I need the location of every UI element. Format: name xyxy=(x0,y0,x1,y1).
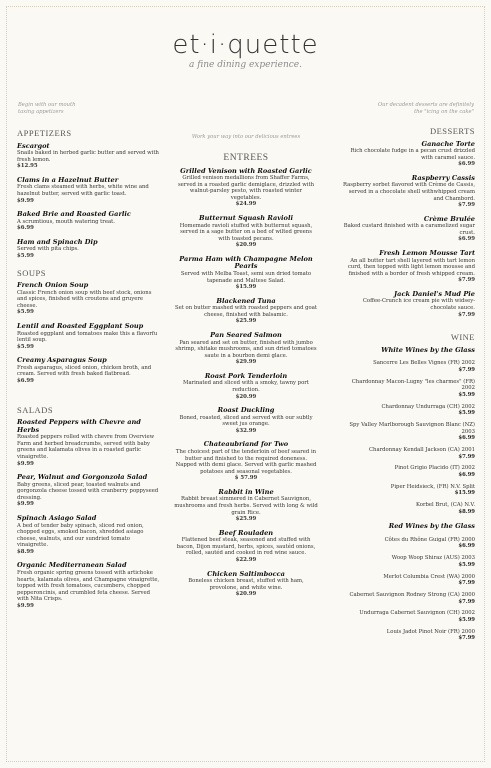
wine-name: Cabernet Sauvignon Rodney Strong (CA) 2000 xyxy=(349,591,475,598)
red-wines-list xyxy=(340,537,475,642)
item-description: Boneless chicken breast, stuffed with ham, provolone, and white wine. xyxy=(188,578,304,591)
menu-item xyxy=(17,323,160,350)
menu-item xyxy=(340,216,475,243)
item-description: Snails baked in herbed garlic butter and served with fresh lemon. xyxy=(17,150,159,163)
item-price: $25.99 xyxy=(235,516,257,523)
menu-item xyxy=(174,489,318,523)
wine-price: $6.99 xyxy=(458,435,475,442)
wine-item xyxy=(340,629,475,642)
wine-price: $6.99 xyxy=(458,543,475,550)
item-price: $20.99 xyxy=(235,393,257,400)
item-price: $24.99 xyxy=(235,201,257,208)
item-description: Baby greens, sliced pear, toasted walnuts and gorgonzola cheese tossed with cranberry poppyseed dressing. xyxy=(17,481,159,501)
item-name: Pear, Walnut and Gorgonzola Salad xyxy=(17,473,148,482)
item-description: Roasted eggplant and tomatoes make this a flavorfu lentil soup. xyxy=(17,330,158,344)
wine-name: Pinot Grigio Placido (IT) 2002 xyxy=(394,465,475,472)
menu-item xyxy=(340,175,475,209)
wine-item xyxy=(340,537,475,550)
item-price: $9.99 xyxy=(17,197,34,204)
menu-item xyxy=(174,298,318,325)
center-note: Work your way into our delicious entrees xyxy=(191,134,301,140)
item-description: Fresh clams steamed with herbs, white wine and hazelnut butter, served with garlic toast. xyxy=(17,184,149,197)
tagline: a fine dining experience. xyxy=(189,60,302,70)
item-name: Ham and Spinach Dip xyxy=(17,237,98,246)
item-description: Coffee-Crunch ice cream pie with widsey-chocolate sauce. xyxy=(362,298,475,311)
salads-heading: SALADS xyxy=(17,404,54,415)
item-name: Fresh Lemon Mousse Tart xyxy=(379,249,475,258)
item-name: Baked Brie and Roasted Garlic xyxy=(17,210,131,219)
item-price: $20.99 xyxy=(235,591,257,598)
menu-item xyxy=(174,407,318,434)
item-description: Grilled venison medallions from Shaffer Farms, served in a roasted garlic demiglace, drizzled with walnut-parsley pesto, with roasted winter vegetables. xyxy=(177,175,315,201)
menu-item xyxy=(174,571,318,598)
wine-price: $7.99 xyxy=(458,580,475,587)
wine-name: Chardonnay Undurraga (CH) 2002 xyxy=(381,403,475,410)
item-price: $7.99 xyxy=(458,311,475,318)
item-name: Spinach Asiago Salad xyxy=(17,514,97,522)
item-description: Fresh organic spring greens tossed with artichoke hearts, kalamata olives, and Champagne vinaigrette, topped with fresh tomatoes, cucumbers, chopped pepperoncinis, and crumbled feta cheese. Served with Nita Crisps. xyxy=(17,569,160,603)
item-price: $22.99 xyxy=(235,557,257,564)
menu-item xyxy=(17,562,160,609)
menu-item xyxy=(17,419,160,467)
appetizers-heading: APPETIZERS xyxy=(17,128,72,138)
entrees-heading: ENTREES xyxy=(223,153,269,163)
center-column xyxy=(174,155,318,605)
white-wines-list xyxy=(340,360,475,515)
appetizers-list xyxy=(17,143,160,260)
wine-item xyxy=(340,465,475,478)
menu-item xyxy=(340,250,475,284)
item-name: Pan Seared Salmon xyxy=(210,331,282,339)
menu-item xyxy=(340,141,475,168)
item-price: $20.99 xyxy=(235,242,257,249)
wine-name: Merlot Columbia Crest (WA) 2000 xyxy=(383,573,475,580)
menu-item xyxy=(174,215,318,249)
item-price: $5.99 xyxy=(17,343,34,350)
item-description: Homemade ravioli stuffed with butternut squash, served in a sage butter on a bed of wilted greens with toasted pecans. xyxy=(179,222,313,242)
item-name: Blackened Tuna xyxy=(216,296,276,305)
desserts-list xyxy=(340,141,475,319)
item-description: Set on butter mashed with roasted peppers and goat cheese, finished with balsamic. xyxy=(174,305,318,318)
item-price: $6.99 xyxy=(17,377,34,384)
wine-item xyxy=(340,502,475,515)
item-description: Raspberry sorbet flavored with Crème de Cassis, served in a chocolate shell withwhipped cream and Chambord. xyxy=(343,182,475,202)
wine-price: $5.99 xyxy=(458,410,475,417)
wine-price: $5.99 xyxy=(458,616,475,623)
wine-price: $7.99 xyxy=(458,598,475,605)
item-description: Fresh asparagus, sliced onion, chicken broth, and cream. Served with fresh baked flatbread. xyxy=(17,364,152,378)
item-description: A scrumtious, mouth watering treat. xyxy=(17,218,115,225)
white-wines-heading: White Wines by the Glass xyxy=(381,345,475,354)
item-name: Roast Pork Tenderloin xyxy=(204,371,288,380)
menu-item xyxy=(174,530,318,564)
wine-price: $8.99 xyxy=(458,508,475,515)
item-name: Raspberry Cassis xyxy=(411,173,475,182)
item-price: $5.99 xyxy=(17,309,34,316)
item-price: $ 57.99 xyxy=(234,475,258,482)
item-description: Pan seared and set on butter, finished with jumbo shrimp, shitake mushrooms, and sun dried tomatoes saute in a bourbon demi glace. xyxy=(175,339,317,359)
item-name: Jack Daniel's Mud Pie xyxy=(394,289,475,298)
right-note: Our decadent desserts are definitely the "icing on the cake" xyxy=(377,102,474,115)
item-price: $9.99 xyxy=(17,602,34,609)
wine-price: $5.99 xyxy=(458,391,475,398)
wine-name: Sancerre Les Belles Vignes (FR) 2002 xyxy=(373,360,475,367)
item-price: $7.99 xyxy=(458,277,475,284)
item-name: Parma Ham with Champagne Melon Pearls xyxy=(179,254,313,271)
item-name: Escargot xyxy=(17,141,50,150)
menu-item xyxy=(17,357,160,384)
item-description: Classic French onion soup with beef stock, onions and spices, finished with croutons and gruyere cheese. xyxy=(17,289,152,309)
menu-item xyxy=(174,373,318,400)
wine-item xyxy=(340,574,475,587)
item-price: $12.95 xyxy=(17,163,38,170)
left-note: Begin with our mouth taxing appetizers xyxy=(18,102,76,115)
menu-item xyxy=(174,332,318,366)
wine-price: $5.99 xyxy=(458,561,475,568)
item-price: $25.99 xyxy=(235,318,257,325)
wine-price: $6.99 xyxy=(458,471,475,478)
item-price: $5.99 xyxy=(17,252,34,259)
item-description: Flattened beef steak, seasoned and stuffed with bacon, Dijon mustard, herbs, spices, sautéd onions, rolled, sautéd and cooked in red wine sauce. xyxy=(176,537,316,557)
wine-item xyxy=(340,422,475,442)
item-description: Served with pita chips. xyxy=(17,246,79,253)
entrees-list xyxy=(174,168,318,598)
wine-heading: WINE xyxy=(450,332,475,343)
item-name: Beef Rouladen xyxy=(218,528,274,537)
wine-name: Piper Heidsieck, (FR) N.V. Split xyxy=(390,483,475,490)
wine-price: $7.99 xyxy=(458,635,475,642)
item-description: Roasted peppers rolled with chevre from Overview Farm and herbed breadcrumbs, served with baby greens and kalamata olives in a roasted garlic vinaigrette. xyxy=(17,434,155,460)
wine-price: $7.99 xyxy=(458,453,475,460)
item-description: Marinated and sliced with a smoky, tawny port reduction. xyxy=(183,380,309,393)
desserts-heading: DESSERTS xyxy=(429,126,475,136)
wine-name: Undurraga Cabernet Sauvignon (CH) 2002 xyxy=(359,610,475,617)
wine-item xyxy=(340,404,475,417)
wine-name: Spy Valley Marlborough Sauvignon Blanc (NZ) 2003 xyxy=(349,422,475,435)
item-price: $7.99 xyxy=(458,202,475,209)
salads-list xyxy=(17,419,160,609)
wine-item xyxy=(340,610,475,623)
wine-item xyxy=(340,592,475,605)
item-price: $32.99 xyxy=(235,427,257,434)
item-price: $29.99 xyxy=(235,359,257,366)
item-name: Organic Mediterranean Salad xyxy=(17,561,127,570)
wine-name: Korbel Brut, (CA) N.V. xyxy=(415,502,475,509)
item-description: Rabbit breast simmered in Cabernet Sauvignon, mushrooms and fresh herbs. Served with long & wild grain Rice. xyxy=(174,496,318,516)
menu-item xyxy=(17,474,160,508)
menu-item xyxy=(340,291,475,318)
item-name: Grilled Venison with Roasted Garlic xyxy=(180,166,312,175)
item-name: Clams in a Hazelnut Butter xyxy=(17,175,119,184)
item-name: Ganache Torte xyxy=(421,139,475,148)
wine-item xyxy=(340,447,475,460)
item-price: $6.99 xyxy=(458,161,475,168)
wine-item xyxy=(340,360,475,373)
item-price: $8.99 xyxy=(17,548,34,555)
menu-item xyxy=(174,441,318,481)
item-name: Rabbit in Wine xyxy=(218,487,274,496)
item-name: Butternut Squash Ravioli xyxy=(199,214,293,223)
item-price: $9.99 xyxy=(17,460,34,467)
wine-price: $15.99 xyxy=(454,490,475,497)
menu-item xyxy=(174,168,318,208)
wine-item xyxy=(340,379,475,399)
soups-list xyxy=(17,282,160,384)
item-name: Crème Brulée xyxy=(423,214,475,223)
item-description: Served with Melba Toast, semi sun dried tomato tapenade and Maltese Salad. xyxy=(180,270,312,284)
red-wines-heading: Red Wines by the Glass xyxy=(388,522,475,531)
menu-item xyxy=(17,282,160,316)
menu-item xyxy=(174,256,318,291)
wine-name: Chardonnay Kendall Jackson (CA) 2001 xyxy=(368,446,475,453)
item-name: Chateaubriand for Two xyxy=(203,440,289,449)
menu-item xyxy=(17,143,160,170)
item-description: Rich chocolate fudge in a pecan crust drizzled with caramel sauce. xyxy=(350,148,475,161)
item-name: Creamy Asparagus Soup xyxy=(17,356,107,365)
wine-name: Côtes du Rhône Guigal (FR) 2000 xyxy=(384,536,475,543)
item-price: $6.99 xyxy=(458,236,475,243)
item-description: Boned, roasted, sliced and served with our subtly sweet jus orange. xyxy=(179,414,313,428)
wine-name: Woop Woop Shiraz (AUS) 2003 xyxy=(391,555,475,562)
menu-item xyxy=(17,177,160,204)
item-name: Roast Duckling xyxy=(217,406,275,415)
brand-logo: et·i·quette xyxy=(172,30,319,60)
item-name: Lentil and Roasted Eggplant Soup xyxy=(17,322,144,330)
item-name: Roasted Peppers with Chevre and Herbs xyxy=(17,418,141,434)
item-price: $6.99 xyxy=(17,225,34,232)
menu-item xyxy=(17,239,160,260)
item-description: A bed of tender baby spinach, sliced red onion, chopped eggs, smoked bacon, shredded asiago cheese, walnuts, and our sundried tomato vinaigrette. xyxy=(17,522,144,549)
item-description: The choicest part of the tenderloin of beef seared in butter and finished to the required doneness. Napped with demi glace. Served with garlic mashed potatoes and seasonal vegetables. xyxy=(175,448,317,475)
item-description: Baked custard finished with a caramelized sugar crust. xyxy=(343,223,475,236)
item-price: $9.99 xyxy=(17,501,34,508)
item-price: $15.99 xyxy=(235,284,257,291)
item-name: Chicken Saltimbocca xyxy=(207,569,285,578)
item-description: An all butter tart shell layered with tart lemon curd, then topped with light lemon mousse and finished with a border of fresh whipped cream. xyxy=(347,257,475,277)
menu-item xyxy=(17,211,160,232)
right-column xyxy=(340,128,475,647)
item-name: French Onion Soup xyxy=(17,281,89,290)
soups-heading: SOUPS xyxy=(17,267,46,278)
left-column xyxy=(17,130,160,617)
menu-item xyxy=(17,515,160,555)
wine-name: Chardonnay Macon-Lugny "les charmes" (FR) 2002 xyxy=(351,378,475,392)
wine-item xyxy=(340,555,475,568)
wine-item xyxy=(340,484,475,497)
wine-name: Louis Jadot Pinot Noir (FR) 2000 xyxy=(386,628,475,635)
wine-price: $7.99 xyxy=(458,366,475,373)
